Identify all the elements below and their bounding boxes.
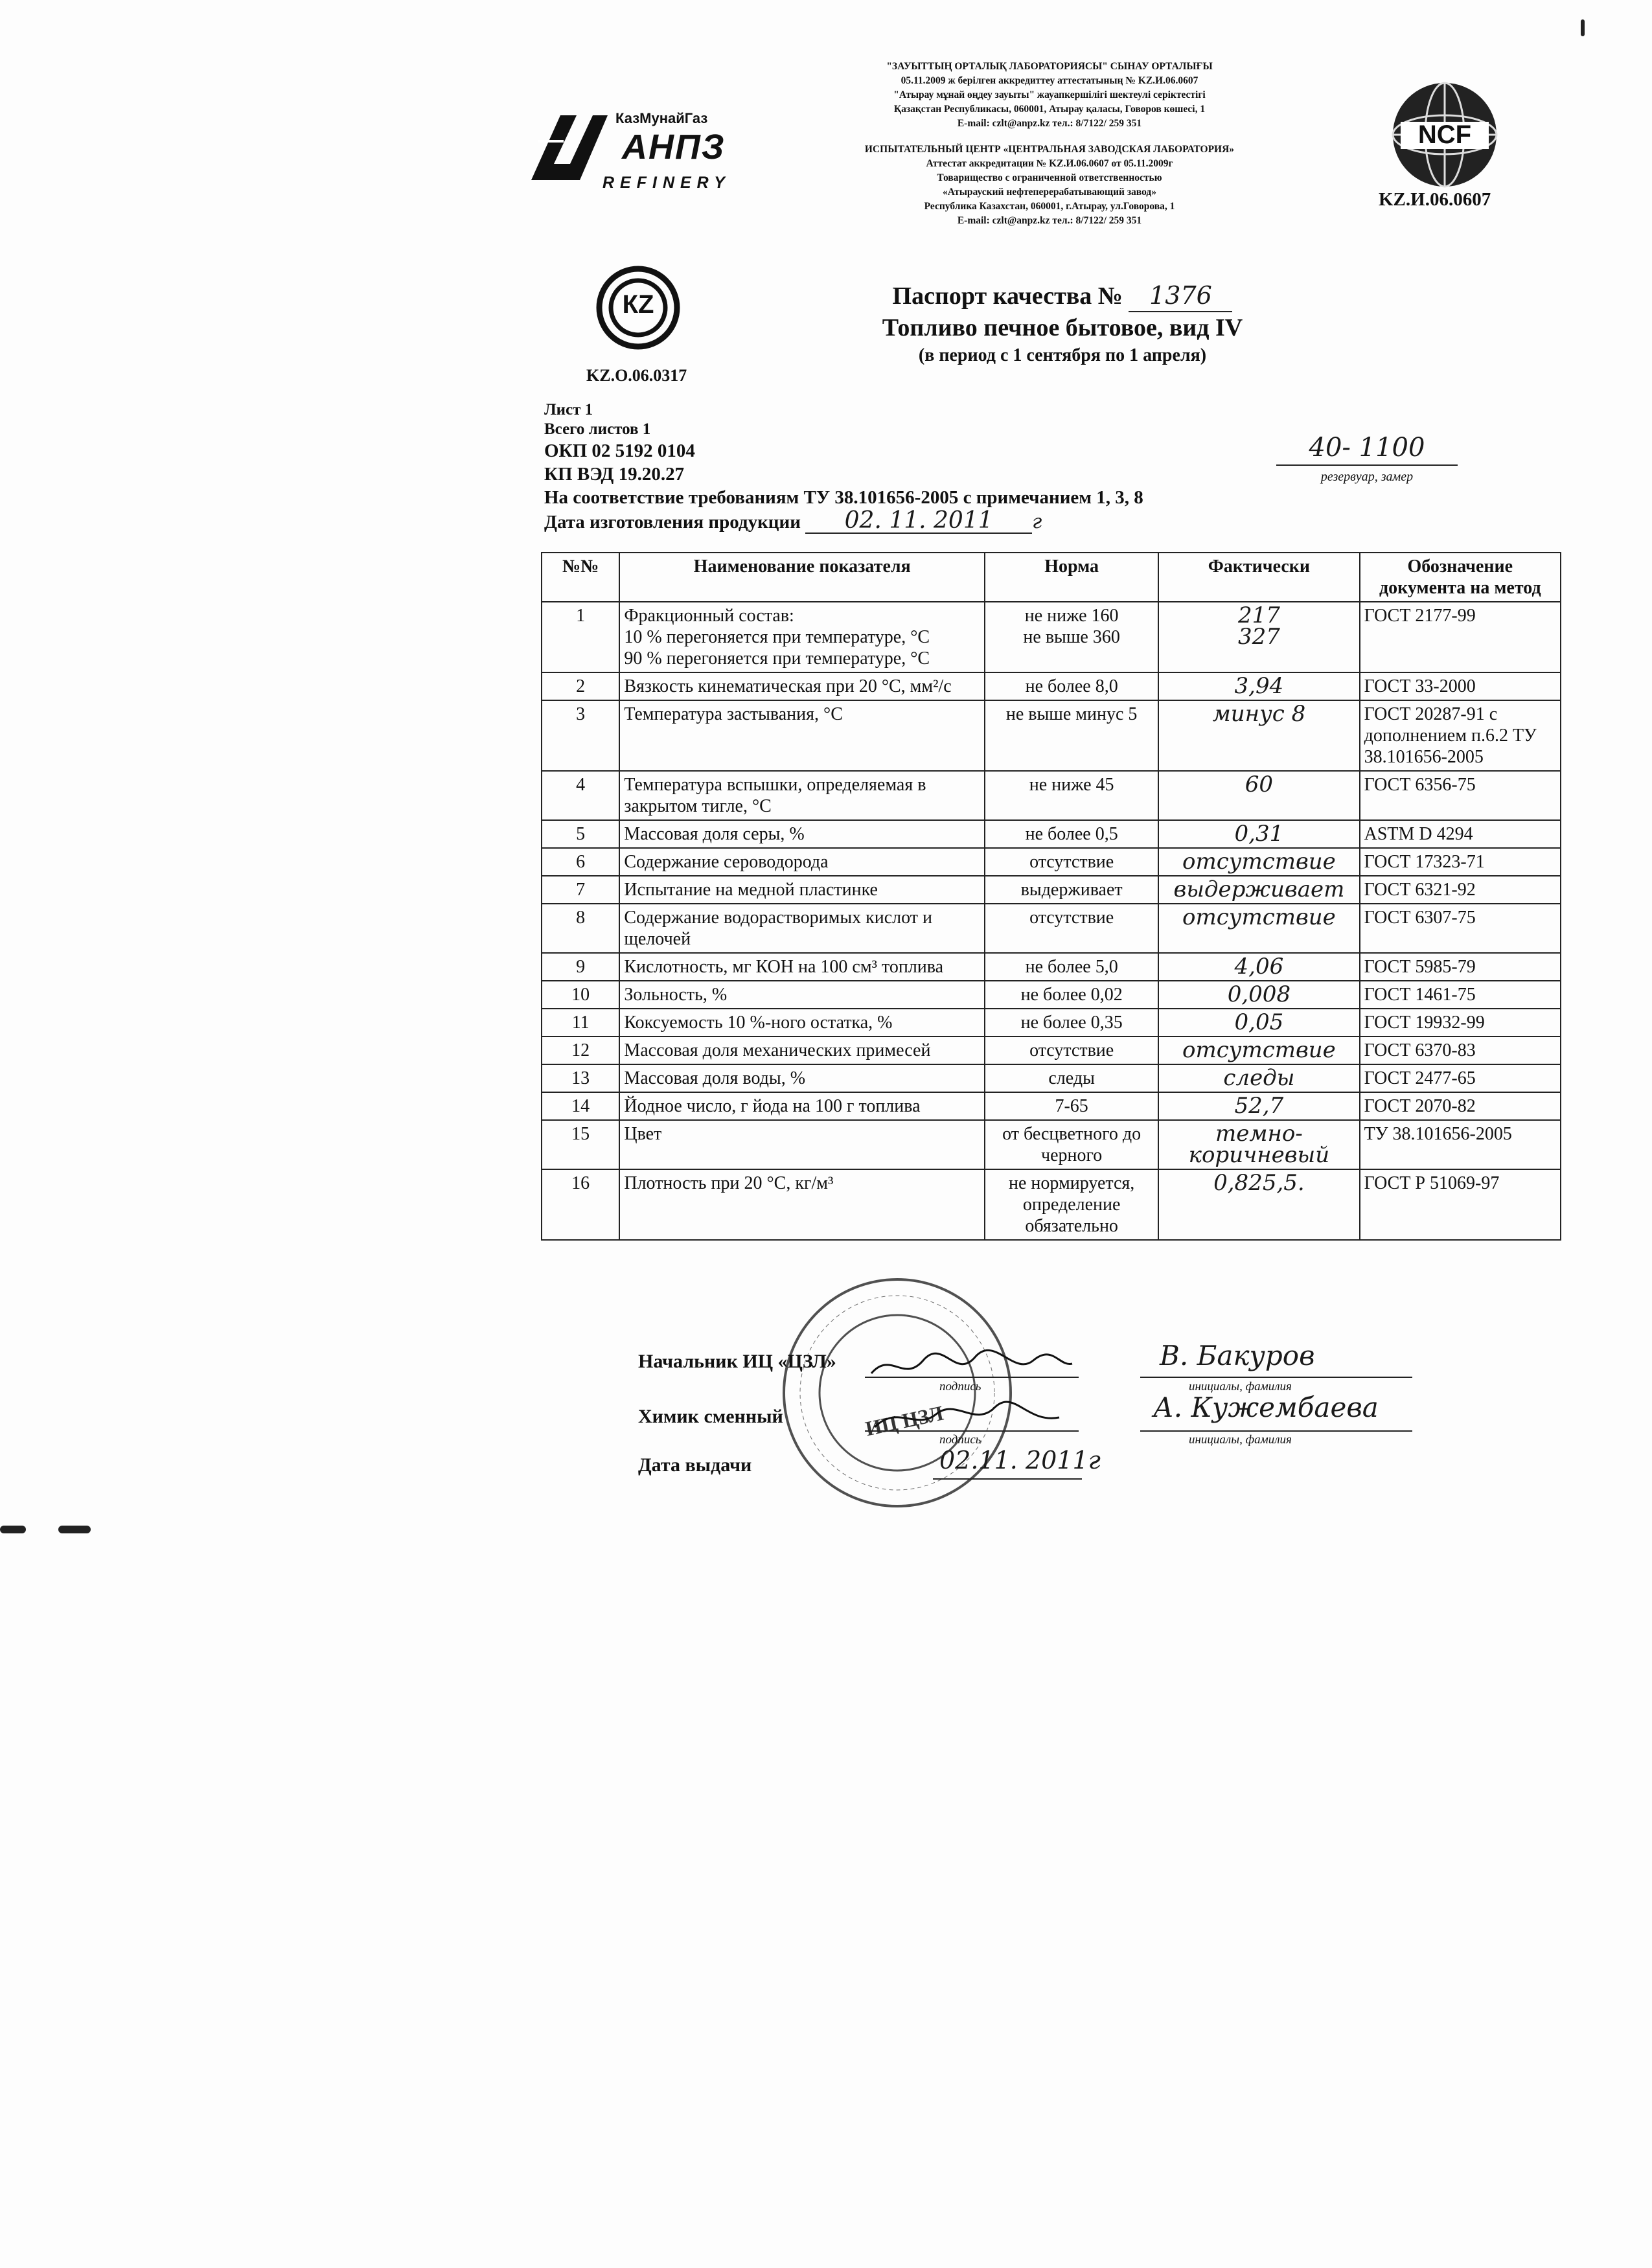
kst-logo-text: КZ bbox=[622, 290, 654, 319]
cell-fact: 0,825,5. bbox=[1158, 1169, 1359, 1240]
cell-method: ГОСТ 6370-83 bbox=[1360, 1037, 1561, 1064]
tank-value: 40- 1100 bbox=[1276, 431, 1458, 466]
cell-method: ГОСТ 1461-75 bbox=[1360, 981, 1561, 1009]
cell-norm: от бесцветного до черного bbox=[985, 1120, 1158, 1169]
anpz-logo-sub: REFINERY bbox=[602, 174, 731, 192]
cell-norm: не ниже 45 bbox=[985, 771, 1158, 820]
lab-header-ru-line: ИСПЫТАТЕЛЬНЫЙ ЦЕНТР «ЦЕНТРАЛЬНАЯ ЗАВОДСКАЯ ЛАБОРАТОРИЯ» bbox=[864, 144, 1235, 155]
header-method: Обозначение документа на метод bbox=[1360, 553, 1561, 602]
chemist-label: Химик сменный bbox=[638, 1406, 783, 1427]
cell-name: Массовая доля серы, % bbox=[619, 820, 985, 848]
cell-fact: выдерживает bbox=[1158, 876, 1359, 904]
lab-header-kz-line: E-mail: czlt@anpz.kz тел.: 8/7122/ 259 351 bbox=[957, 118, 1142, 129]
issue-date-text: 02.11. 2011 bbox=[939, 1446, 1088, 1474]
cell-method: ГОСТ 17323-71 bbox=[1360, 848, 1561, 876]
cell-norm: не более 0,02 bbox=[985, 981, 1158, 1009]
cell-number: 9 bbox=[542, 953, 619, 981]
quality-table bbox=[541, 552, 1561, 1241]
table-row bbox=[542, 904, 1561, 953]
ncf-logo-text: NCF bbox=[1417, 120, 1472, 149]
passport-number: 1376 bbox=[1129, 280, 1232, 312]
cell-norm: не ниже 160 не выше 360 bbox=[985, 602, 1158, 672]
cell-norm: не нормируется, определение обязательно bbox=[985, 1169, 1158, 1240]
cell-norm: выдерживает bbox=[985, 876, 1158, 904]
cell-fact: 4,06 bbox=[1158, 953, 1359, 981]
cell-norm: не выше минус 5 bbox=[985, 700, 1158, 771]
cell-norm: отсутствие bbox=[985, 848, 1158, 876]
cell-name: Цвет bbox=[619, 1120, 985, 1169]
chemist-signature bbox=[865, 1398, 1079, 1430]
cell-fact: 0,05 bbox=[1158, 1009, 1359, 1037]
passport-title-prefix: Паспорт качества № bbox=[892, 282, 1123, 310]
cell-method: ГОСТ 2177-99 bbox=[1360, 602, 1561, 672]
cell-name: Температура застывания, °С bbox=[619, 700, 985, 771]
cell-fact: 0,31 bbox=[1158, 820, 1359, 848]
table-row bbox=[542, 602, 1561, 672]
cell-number: 8 bbox=[542, 904, 619, 953]
table-row bbox=[542, 820, 1561, 848]
table-row bbox=[542, 876, 1561, 904]
production-date-suffix: г bbox=[1032, 510, 1042, 533]
cell-number: 3 bbox=[542, 700, 619, 771]
cell-fact: отсутствие bbox=[1158, 904, 1359, 953]
anpz-logo bbox=[525, 102, 745, 200]
cell-fact: следы bbox=[1158, 1064, 1359, 1092]
product-name: Топливо печное бытовое, вид IV bbox=[882, 314, 1243, 341]
anpz-logo-brand: КазМунайГаз bbox=[615, 110, 708, 126]
passport-title bbox=[771, 280, 1354, 312]
cell-name: Массовая доля воды, % bbox=[619, 1064, 985, 1092]
cell-method: ГОСТ Р 51069-97 bbox=[1360, 1169, 1561, 1240]
cell-norm: следы bbox=[985, 1064, 1158, 1092]
head-sign-caption: подпись bbox=[939, 1380, 981, 1393]
okp-code: ОКП 02 5192 0104 bbox=[544, 441, 695, 461]
table-header-row bbox=[542, 553, 1561, 602]
lab-header-kz-line: "ЗАУЫТТЫҢ ОРТАЛЫҚ ЛАБОРАТОРИЯСЫ" СЫНАУ ОРТАЛЫҒЫ bbox=[886, 61, 1213, 72]
cell-name: Температура вспышки, определяемая в закрытом тигле, °С bbox=[619, 771, 985, 820]
cell-fact: 52,7 bbox=[1158, 1092, 1359, 1120]
cell-number: 2 bbox=[542, 672, 619, 700]
cell-number: 11 bbox=[542, 1009, 619, 1037]
table-body bbox=[542, 602, 1561, 1240]
cell-fact: минус 8 bbox=[1158, 700, 1359, 771]
head-label: Начальник ИЦ «ЦЗЛ» bbox=[638, 1351, 836, 1372]
lab-header-kz-line: "Атырау мұнай өңдеу зауыты" жауапкершілігі шектеулі серіктестігі bbox=[893, 89, 1206, 100]
cell-norm: не более 0,5 bbox=[985, 820, 1158, 848]
lab-header bbox=[790, 60, 1309, 228]
cell-method: ГОСТ 6356-75 bbox=[1360, 771, 1561, 820]
total-sheets: Всего листов 1 bbox=[544, 420, 651, 438]
tank-caption: резервуар, замер bbox=[1320, 470, 1414, 484]
table-row bbox=[542, 700, 1561, 771]
cell-method: ГОСТ 19932-99 bbox=[1360, 1009, 1561, 1037]
cell-norm: 7-65 bbox=[985, 1092, 1158, 1120]
cell-method: ГОСТ 33-2000 bbox=[1360, 672, 1561, 700]
cell-fact: темно-коричневый bbox=[1158, 1120, 1359, 1169]
season-period: (в период с 1 сентября по 1 апреля) bbox=[918, 345, 1207, 365]
cell-norm: не более 5,0 bbox=[985, 953, 1158, 981]
cell-fact: 60 bbox=[1158, 771, 1359, 820]
table-row bbox=[542, 1009, 1561, 1037]
header-norm: Норма bbox=[985, 553, 1158, 602]
cell-name: Коксуемость 10 %-ного остатка, % bbox=[619, 1009, 985, 1037]
lab-header-kz-line: 05.11.2009 ж берілген аккредиттеу аттестатының № KZ.И.06.0607 bbox=[901, 75, 1199, 86]
chemist-sign-caption: подпись bbox=[939, 1433, 981, 1447]
cell-method: ГОСТ 2070-82 bbox=[1360, 1092, 1561, 1120]
lab-header-ru-line: Республика Казахстан, 060001, г.Атырау, ул.Говорова, 1 bbox=[924, 201, 1175, 212]
cell-number: 1 bbox=[542, 602, 619, 672]
cell-number: 5 bbox=[542, 820, 619, 848]
conformity-statement: На соответствие требованиям ТУ 38.101656-2005 с примечанием 1, 3, 8 bbox=[544, 487, 1143, 508]
cell-number: 14 bbox=[542, 1092, 619, 1120]
table-row bbox=[542, 1037, 1561, 1064]
chemist-name-caption: инициалы, фамилия bbox=[1189, 1433, 1292, 1447]
issue-date-suffix: г bbox=[1088, 1446, 1101, 1474]
ncf-accreditation-code: KZ.И.06.0607 bbox=[1379, 189, 1491, 210]
cell-method: ГОСТ 6307-75 bbox=[1360, 904, 1561, 953]
table-row bbox=[542, 981, 1561, 1009]
lab-header-ru-line: «Атырауский нефтеперерабатывающий завод» bbox=[943, 187, 1156, 198]
table-row bbox=[542, 953, 1561, 981]
kp-ved-code: КП ВЭД 19.20.27 bbox=[544, 464, 685, 485]
table-row bbox=[542, 1092, 1561, 1120]
cell-fact: отсутствие bbox=[1158, 1037, 1359, 1064]
cell-method: ТУ 38.101656-2005 bbox=[1360, 1120, 1561, 1169]
sheet-number: Лист 1 bbox=[544, 401, 593, 418]
cell-name: Зольность, % bbox=[619, 981, 985, 1009]
cell-fact: 217 327 bbox=[1158, 602, 1359, 672]
cell-name: Кислотность, мг КОН на 100 см³ топлива bbox=[619, 953, 985, 981]
cell-number: 6 bbox=[542, 848, 619, 876]
cell-name: Вязкость кинематическая при 20 °С, мм²/с bbox=[619, 672, 985, 700]
cell-number: 13 bbox=[542, 1064, 619, 1092]
scan-artifact bbox=[58, 1526, 91, 1533]
document-title bbox=[771, 280, 1354, 368]
issue-date-value bbox=[939, 1446, 1101, 1474]
production-date-label: Дата изготовления продукции bbox=[544, 512, 801, 533]
head-name: В. Бакуров bbox=[1160, 1340, 1315, 1371]
chemist-name: А. Кужембаева bbox=[1153, 1392, 1379, 1423]
cell-name: Йодное число, г йода на 100 г топлива bbox=[619, 1092, 985, 1120]
head-signature bbox=[865, 1347, 1079, 1376]
kst-code: KZ.O.06.0317 bbox=[586, 366, 687, 385]
production-date bbox=[544, 509, 1143, 534]
lab-header-kz-line: Қазақстан Республикасы, 060001, Атырау қаласы, Говоров көшесі, 1 bbox=[893, 104, 1206, 115]
cell-name: Плотность при 20 °С, кг/м³ bbox=[619, 1169, 985, 1240]
cell-name: Содержание сероводорода bbox=[619, 848, 985, 876]
lab-header-ru-line: Товарищество с ограниченной ответственностью bbox=[937, 172, 1162, 183]
scan-artifact bbox=[1581, 19, 1585, 36]
cell-norm: не более 0,35 bbox=[985, 1009, 1158, 1037]
header-name: Наименование показателя bbox=[619, 553, 985, 602]
lab-header-ru-line: E-mail: czlt@anpz.kz тел.: 8/7122/ 259 351 bbox=[957, 215, 1142, 226]
cell-name: Испытание на медной пластинке bbox=[619, 876, 985, 904]
table-row bbox=[542, 1120, 1561, 1169]
anpz-logo-name: АНПЗ bbox=[622, 128, 726, 166]
cell-fact: 3,94 bbox=[1158, 672, 1359, 700]
cell-norm: не более 8,0 bbox=[985, 672, 1158, 700]
document-meta bbox=[544, 400, 1143, 534]
kst-logo bbox=[596, 266, 680, 350]
table-row bbox=[542, 771, 1561, 820]
cell-method: ГОСТ 6321-92 bbox=[1360, 876, 1561, 904]
cell-number: 15 bbox=[542, 1120, 619, 1169]
cell-name: Массовая доля механических примесей bbox=[619, 1037, 985, 1064]
cell-method: ГОСТ 2477-65 bbox=[1360, 1064, 1561, 1092]
cell-number: 16 bbox=[542, 1169, 619, 1240]
ncf-logo bbox=[1386, 76, 1503, 193]
production-date-value: 02. 11. 2011 bbox=[805, 509, 1032, 534]
lab-header-ru-line: Аттестат аккредитации № KZ.И.06.0607 от 05.11.2009г bbox=[926, 158, 1173, 169]
cell-fact: 0,008 bbox=[1158, 981, 1359, 1009]
cell-name: Содержание водорастворимых кислот и щелочей bbox=[619, 904, 985, 953]
cell-method: ГОСТ 20287-91 с дополнением п.6.2 ТУ 38.101656-2005 bbox=[1360, 700, 1561, 771]
table-row bbox=[542, 672, 1561, 700]
scan-artifact bbox=[0, 1526, 26, 1533]
cell-number: 4 bbox=[542, 771, 619, 820]
stamp-center-text: ИЦ ЦЗЛ bbox=[863, 1401, 946, 1441]
head-name-caption: инициалы, фамилия bbox=[1189, 1380, 1292, 1393]
cell-number: 7 bbox=[542, 876, 619, 904]
cell-fact: отсутствие bbox=[1158, 848, 1359, 876]
header-fact: Фактически bbox=[1158, 553, 1359, 602]
issue-date-label: Дата выдачи bbox=[638, 1454, 752, 1476]
table-row bbox=[542, 1064, 1561, 1092]
cell-number: 10 bbox=[542, 981, 619, 1009]
cell-name: Фракционный состав: 10 % перегоняется при температуре, °С 90 % перегоняется при температуре, °С bbox=[619, 602, 985, 672]
cell-method: ASTM D 4294 bbox=[1360, 820, 1561, 848]
cell-norm: отсутствие bbox=[985, 1037, 1158, 1064]
tank-info bbox=[1276, 431, 1458, 485]
header-num: №№ bbox=[542, 553, 619, 602]
cell-number: 12 bbox=[542, 1037, 619, 1064]
table-row bbox=[542, 1169, 1561, 1240]
table-row bbox=[542, 848, 1561, 876]
cell-method: ГОСТ 5985-79 bbox=[1360, 953, 1561, 981]
cell-norm: отсутствие bbox=[985, 904, 1158, 953]
